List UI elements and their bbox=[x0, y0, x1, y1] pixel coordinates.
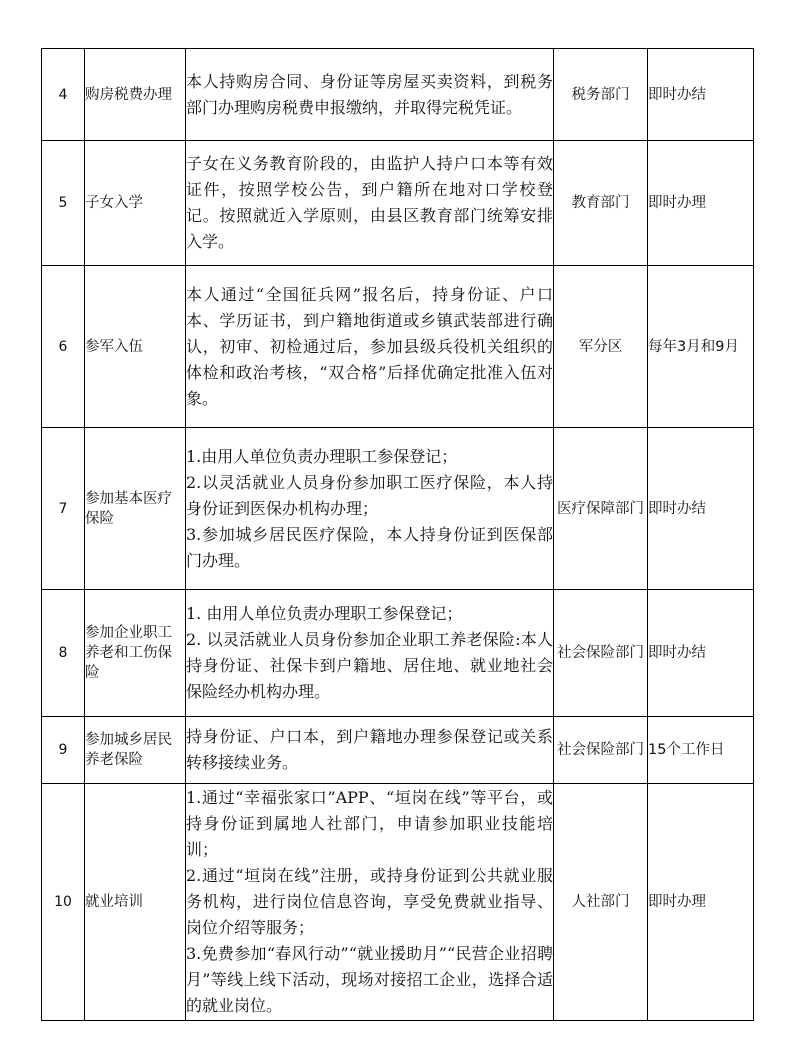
item-name: 就业培训 bbox=[85, 784, 186, 1021]
processing-time: 15个工作日 bbox=[648, 717, 754, 784]
processing-time: 即时办结 bbox=[648, 428, 754, 590]
row-number: 7 bbox=[42, 428, 85, 590]
description-line: 2. 以灵活就业人员身份参加企业职工养老保险:本人持身份证、社保卡到户籍地、居住地、就业地社会保险经办机构办理。 bbox=[186, 630, 553, 701]
description-line: 持身份证、户口本，到户籍地办理参保登记或关系转移接续业务。 bbox=[186, 727, 553, 772]
table-row bbox=[42, 717, 754, 784]
description-line: 1.由用人单位负责办理职工参保登记； bbox=[186, 446, 458, 466]
table-row bbox=[42, 428, 754, 590]
department: 社会保险部门 bbox=[554, 590, 648, 717]
item-name: 购房税费办理 bbox=[85, 49, 186, 141]
item-name: 参军入伍 bbox=[85, 266, 186, 428]
description-line: 2.通过“垣岗在线”注册，或持身份证到公共就业服务机构，进行岗位信息咨询，享受免费就业指导、岗位介绍等服务； bbox=[186, 866, 553, 937]
services-table bbox=[41, 48, 754, 1021]
department: 人社部门 bbox=[554, 784, 648, 1021]
processing-time: 即时办结 bbox=[648, 49, 754, 141]
processing-time: 即时办结 bbox=[648, 590, 754, 717]
item-name: 参加基本医疗保险 bbox=[85, 428, 186, 590]
table-row bbox=[42, 590, 754, 717]
item-description bbox=[186, 590, 554, 717]
item-description bbox=[186, 784, 554, 1021]
item-description bbox=[186, 428, 554, 590]
processing-time: 每年3月和9月 bbox=[648, 266, 754, 428]
item-name: 子女入学 bbox=[85, 141, 186, 266]
description-line: 子女在义务教育阶段的，由监护人持户口本等有效证件，按照学校公告，到户籍所在地对口学校登记。按照就近入学原则，由县区教育部门统筹安排入学。 bbox=[186, 154, 553, 251]
description-line: 1. 由用人单位负责办理职工参保登记； bbox=[186, 604, 463, 623]
department: 医疗保障部门 bbox=[554, 428, 648, 590]
processing-time: 即时办理 bbox=[648, 784, 754, 1021]
item-name: 参加城乡居民养老保险 bbox=[85, 717, 186, 784]
table-row bbox=[42, 266, 754, 428]
row-number: 9 bbox=[42, 717, 85, 784]
table-row bbox=[42, 49, 754, 141]
description-line: 本人通过“全国征兵网”报名后，持身份证、户口本、学历证书，到户籍地街道或乡镇武装部进行确认，初审、初检通过后，参加县级兵役机关组织的体检和政治考核，“双合格”后择优确定批准入伍对象。 bbox=[186, 284, 553, 408]
row-number: 6 bbox=[42, 266, 85, 428]
department: 税务部门 bbox=[554, 49, 648, 141]
department: 军分区 bbox=[554, 266, 648, 428]
table-row bbox=[42, 784, 754, 1021]
item-name: 参加企业职工养老和工伤保险 bbox=[85, 590, 186, 717]
row-number: 5 bbox=[42, 141, 85, 266]
item-description bbox=[186, 266, 554, 428]
description-line: 2.以灵活就业人员身份参加职工医疗保险，本人持身份证到医保办机构办理； bbox=[186, 472, 553, 518]
item-description bbox=[186, 49, 554, 141]
processing-time: 即时办理 bbox=[648, 141, 754, 266]
description-line: 本人持购房合同、身份证等房屋买卖资料，到税务部门办理购房税费申报缴纳，并取得完税凭证。 bbox=[186, 71, 553, 117]
item-description bbox=[186, 141, 554, 266]
row-number: 8 bbox=[42, 590, 85, 717]
row-number: 10 bbox=[42, 784, 85, 1021]
department: 教育部门 bbox=[554, 141, 648, 266]
table-row bbox=[42, 141, 754, 266]
description-line: 1.通过“幸福张家口”APP、“垣岗在线”等平台，或持身份证到属地人社部门，申请参加职业技能培训； bbox=[186, 788, 553, 859]
description-line: 3.参加城乡居民医疗保险，本人持身份证到医保部门办理。 bbox=[186, 524, 553, 570]
row-number: 4 bbox=[42, 49, 85, 141]
item-description bbox=[186, 717, 554, 784]
description-line: 3.免费参加“春风行动”“就业援助月”“民营企业招聘月”等线上线下活动，现场对接招工企业，选择合适的就业岗位。 bbox=[186, 944, 553, 1015]
department: 社会保险部门 bbox=[554, 717, 648, 784]
